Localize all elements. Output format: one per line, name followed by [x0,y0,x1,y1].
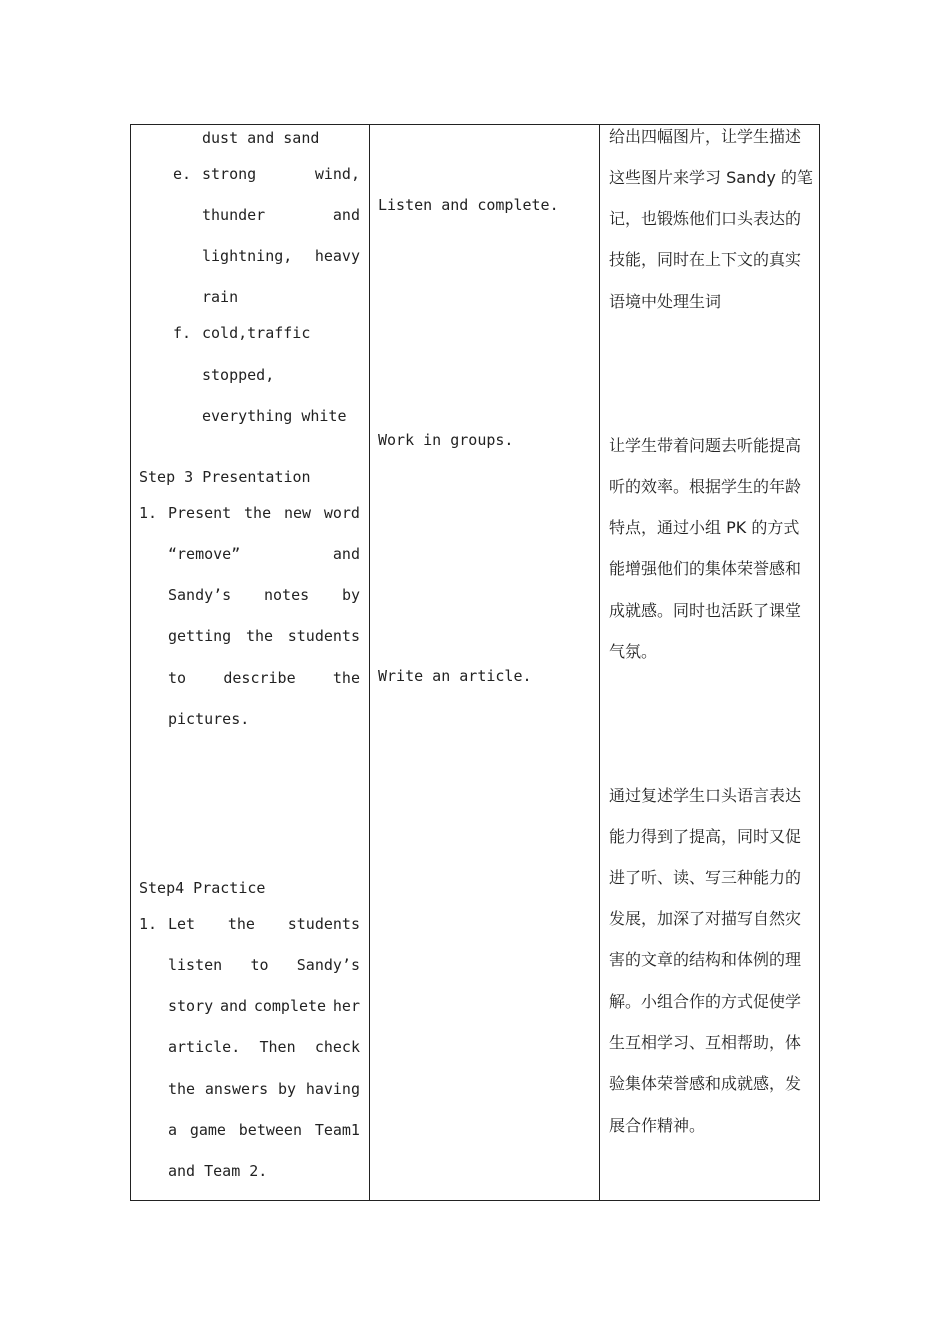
item-e-line: thunder and [202,206,360,224]
step4-line: the answers by having [168,1080,360,1098]
step3-line: Present the new word [168,504,360,522]
rationale-line: 能力得到了提高，同时又促 [609,827,802,846]
activity-groups: Work in groups. [378,431,514,449]
step4-line: article. Then check [168,1038,360,1056]
step3-heading: Step 3 Presentation [139,468,311,486]
step3-line: getting the students [168,627,360,645]
activity-listen: Listen and complete. [378,196,559,214]
step4-line: a game between Team1 [168,1121,360,1139]
rationale-line: 害的文章的结构和体例的理 [609,950,802,969]
step3-item-marker: 1. [139,504,158,522]
item-f-line: stopped, [202,366,275,384]
rationale-line: 让学生带着问题去听能提高 [609,436,802,455]
step4-line: and Team 2. [168,1162,268,1180]
step3-line: Sandy’s notes by [168,586,360,604]
rationale-line: 记，也锻炼他们口头表达的 [609,209,802,228]
item-e-line: lightning, heavy [202,247,360,265]
rationale-line: 进了听、读、写三种能力的 [609,868,802,887]
rationale-line: 语境中处理生词 [609,292,722,311]
item-e-marker: e. [173,165,192,183]
rationale-line: 展合作精神。 [609,1116,706,1135]
rationale-line: 这些图片来学习 Sandy 的笔 [609,168,813,187]
rationale-line: 通过复述学生口头语言表达 [609,786,802,805]
step3-line: pictures. [168,710,250,728]
step3-line: “remove” and [168,545,360,563]
column-divider [599,125,600,1200]
step4-line: listen to Sandy’s [168,956,360,974]
item-f-line: everything white [202,407,347,425]
rationale-line: 发展，加深了对描写自然灾 [609,909,802,928]
rationale-line: 解。小组合作的方式促使学 [609,992,802,1011]
step3-line: to describe the [168,669,360,687]
rationale-line: 生互相学习、互相帮助，体 [609,1033,802,1052]
item-f-line: cold,traffic [202,324,311,342]
step4-heading: Step4 Practice [139,879,266,897]
step4-line: story and complete her [168,997,360,1015]
step4-line: Let the students [168,915,360,933]
rationale-line: 给出四幅图片，让学生描述 [609,127,802,146]
item-d-continuation: dust and sand [202,129,320,147]
rationale-line: 气氛。 [609,642,658,661]
rationale-line: 听的效率。根据学生的年龄 [609,477,802,496]
rationale-line: 能增强他们的集体荣誉感和 [609,559,802,578]
rationale-line: 特点，通过小组 PK 的方式 [609,518,800,537]
item-e-line: strong wind, [202,165,360,183]
rationale-line: 验集体荣誉感和成就感，发 [609,1074,802,1093]
rationale-line: 技能，同时在上下文的真实 [609,250,802,269]
rationale-line: 成就感。同时也活跃了课堂 [609,601,802,620]
step4-item-marker: 1. [139,915,158,933]
item-f-marker: f. [173,324,192,342]
activity-write: Write an article. [378,667,532,685]
column-divider [369,125,370,1200]
item-e-line: rain [202,288,239,306]
